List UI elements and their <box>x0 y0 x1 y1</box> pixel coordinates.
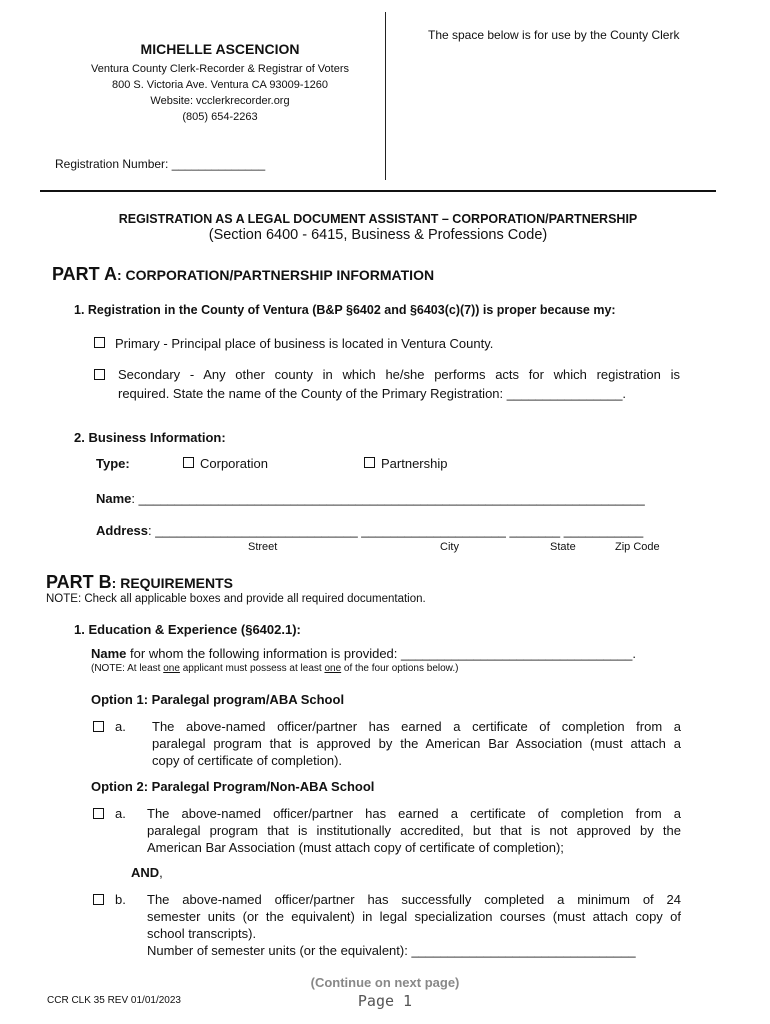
secondary-option-line-2: required. State the name of the County of the Primary Registration: ________________. <box>118 386 627 401</box>
option-2-heading: Option 2: Paralegal Program/Non-ABA School <box>91 779 375 794</box>
header-vertical-divider <box>385 12 386 180</box>
header-block <box>60 40 380 125</box>
business-address-label: Address <box>96 523 149 538</box>
option-2-b-checkbox[interactable] <box>93 894 104 905</box>
partnership-checkbox[interactable] <box>364 457 375 468</box>
applicant-name-line: for whom the following information is provided: ________________________________. <box>126 646 636 661</box>
business-name-line: : ______________________________________________________________________ <box>131 491 645 506</box>
option-1-a[interactable] <box>93 718 681 769</box>
option-2-b-line-4[interactable]: Number of semester units (or the equivalent): _______________________________ <box>147 943 636 958</box>
option-1-heading: Option 1: Paralegal program/ABA School <box>91 692 345 707</box>
applicant-note-one: one <box>163 663 180 674</box>
zip-caption: Zip Code <box>615 541 660 553</box>
part-a-question-1: 1. Registration in the County of Ventura (B&P §6402 and §6403(c)(7)) is proper because my: <box>74 303 616 317</box>
option-1-a-checkbox[interactable] <box>93 721 104 732</box>
continue-note: (Continue on next page) <box>310 975 460 990</box>
primary-option-label: Primary - Principal place of business is located in Ventura County. <box>115 336 494 351</box>
part-b-note: NOTE: Check all applicable boxes and provide all required documentation. <box>46 593 426 605</box>
part-b-label: PART B <box>46 572 112 592</box>
street-caption: Street <box>248 541 278 553</box>
business-name-label: Name <box>96 491 132 506</box>
office-address: 800 S. Victoria Ave. Ventura CA 93009-1260 <box>111 79 329 91</box>
office-phone: (805) 654-2263 <box>182 111 258 123</box>
header-horizontal-divider <box>40 190 716 192</box>
option-2-a-line-1: The above-named officer/partner has earned a certificate of completion from a <box>147 806 681 821</box>
business-name-field[interactable] <box>96 491 645 506</box>
option-1-a-line-1: The above-named officer/partner has earned a certificate of completion from a <box>152 719 681 734</box>
part-b-question-1: 1. Education & Experience (§6402.1): <box>74 622 301 637</box>
form-title <box>40 212 716 243</box>
clerk-use-note: The space below is for use by the County Clerk <box>428 28 680 42</box>
office-name: Ventura County Clerk-Recorder & Registrar of Voters <box>90 63 349 75</box>
part-a-title: : CORPORATION/PARTNERSHIP INFORMATION <box>117 267 435 283</box>
and-word: AND <box>131 865 160 880</box>
secondary-option[interactable] <box>94 365 680 403</box>
option-2-b[interactable] <box>93 891 681 959</box>
corporation-option[interactable] <box>183 456 268 471</box>
option-1-a-line-2: paralegal program that is approved by the American Bar Association (must attach a <box>152 736 681 751</box>
applicant-name-field[interactable] <box>91 646 636 661</box>
and-connector <box>131 865 163 880</box>
option-2-a-label: a. <box>115 806 126 821</box>
secondary-checkbox[interactable] <box>94 369 105 380</box>
primary-option[interactable] <box>94 336 493 351</box>
option-2-a-line-2: paralegal program that is institutionally accredited, but that is not approved by the <box>147 823 681 838</box>
part-a-label: PART A <box>52 264 117 284</box>
partnership-label: Partnership <box>381 456 448 471</box>
option-2-a-line-3: American Bar Association (must attach copy of certificate of completion); <box>147 840 564 855</box>
part-a-question-2: 2. Business Information: <box>74 430 226 445</box>
option-2-a-checkbox[interactable] <box>93 808 104 819</box>
partnership-option[interactable] <box>364 456 447 471</box>
type-label: Type: <box>96 456 130 471</box>
applicant-note-part: (NOTE: At least <box>91 663 164 674</box>
business-address-field[interactable] <box>96 523 643 538</box>
registration-number-field[interactable]: Registration Number: ______________ <box>55 157 266 171</box>
corporation-label: Corporation <box>200 456 268 471</box>
applicant-name-label: Name <box>91 646 127 661</box>
office-website: Website: vcclerkrecorder.org <box>150 95 290 107</box>
corporation-checkbox[interactable] <box>183 457 194 468</box>
part-a-heading <box>52 264 434 285</box>
form-title-sub: (Section 6400 - 6415, Business & Professions Code) <box>208 227 548 243</box>
business-address-line: : ____________________________ ____________________ _______ ___________ <box>148 523 644 538</box>
primary-checkbox[interactable] <box>94 337 105 348</box>
option-1-a-line-3: copy of certificate of completion). <box>152 753 343 768</box>
option-2-b-label: b. <box>115 892 126 907</box>
form-id: CCR CLK 35 REV 01/01/2023 <box>47 995 181 1006</box>
option-2-a[interactable] <box>93 805 681 856</box>
state-caption: State <box>550 541 576 553</box>
applicant-note-part: applicant must possess at least <box>179 663 325 674</box>
applicant-note <box>91 663 458 674</box>
part-b-heading <box>46 572 233 593</box>
applicant-note-part: of the four options below.) <box>341 663 459 674</box>
page-number: Page 1 <box>357 992 413 1010</box>
form-title-main: REGISTRATION AS A LEGAL DOCUMENT ASSISTANT – CORPORATION/PARTNERSHIP <box>118 212 638 226</box>
city-caption: City <box>440 541 459 553</box>
option-1-a-label: a. <box>115 719 126 734</box>
option-2-b-line-3: school transcripts). <box>147 926 257 941</box>
and-comma: , <box>159 865 163 880</box>
option-2-b-line-2: semester units (or the equivalent) in legal specialization courses (must attach copy of <box>147 909 681 924</box>
option-2-b-line-1: The above-named officer/partner has successfully completed a minimum of 24 <box>147 892 681 907</box>
clerk-name: MICHELLE ASCENCION <box>140 41 300 57</box>
part-b-title: : REQUIREMENTS <box>111 575 234 591</box>
applicant-note-one: one <box>324 663 342 674</box>
secondary-option-line-1: Secondary - Any other county in which he/she performs acts for which registration is <box>118 367 680 382</box>
